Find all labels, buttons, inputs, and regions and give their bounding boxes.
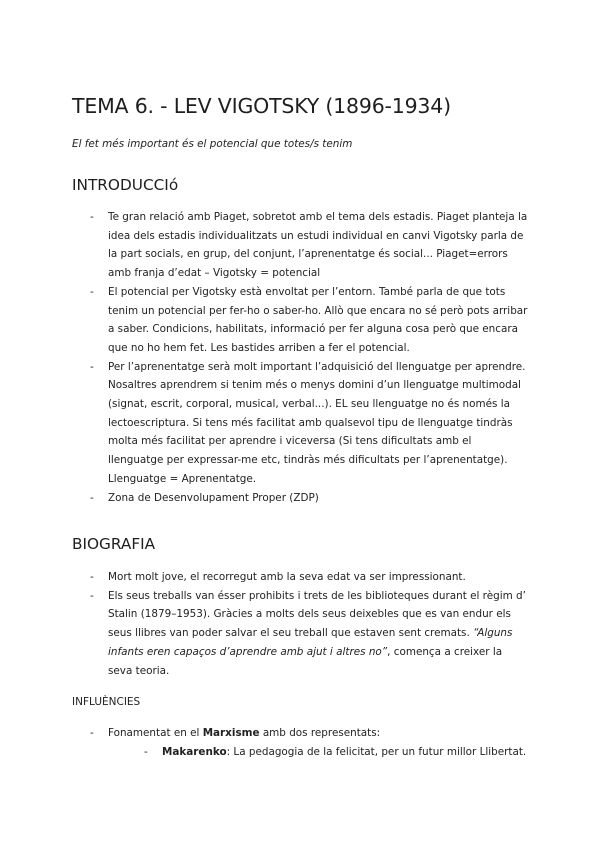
- list-item-text: Fonamentat en el: [108, 727, 203, 739]
- list-dash: -: [144, 745, 148, 758]
- list-item: [90, 724, 528, 761]
- list-dash: -: [90, 360, 94, 373]
- heading-biography: BIOGRAFIA: [72, 535, 156, 553]
- sub-list-item-text: : La pedagogia de la felicitat, per un futur millor Llibertat.: [226, 745, 527, 758]
- list-dash: -: [90, 727, 94, 739]
- list-item-text-end: , comença a creixer la seva teoria.: [108, 645, 503, 677]
- list-item: [90, 358, 528, 489]
- list-item-text: Te gran relació amb Piaget, sobretot amb el tema dels estadis. Piaget planteja la idea dels estadis individualitzats un estudi individual en canvi Vigotsky parla de la part socials, en grup, del conjunt, l’aprenentatge és social... Piaget=errors amb franja d’edat – Vigotsky = potencial: [108, 211, 528, 280]
- list-dash: -: [90, 571, 94, 583]
- quote-text: “Alguns infants eren capaços d’aprendre amb ajut i altres no”: [108, 627, 513, 658]
- list-dash: -: [90, 589, 94, 602]
- page-subtitle: El fet més important és el potencial que totes/s tenim: [72, 138, 353, 150]
- list-item-text-end: amb dos representats:: [259, 727, 381, 739]
- list-dash: -: [90, 491, 94, 504]
- heading-introduction: INTRODUCCIó: [72, 176, 179, 194]
- list-item: [90, 568, 528, 587]
- list-item: [90, 283, 528, 358]
- list-item-text: Per l’aprenentatge serà molt important l’adquisició del llenguatge per aprendre. Nosaltres aprendrem si tenim més o menys domini d’un llenguatge multimodal (signat, escrit, corporal, musical, verbal...). EL seu llenguatge no és només la lectoescriptura. Si tens més facilitat amb qualsevol tipu de llenguatge tindràs molta més facilitat per aprendre i viceversa (Si tens dificultats amb el llenguatge per expressar-me etc, tindràs més dificultats per l’aprenentatge). Llenguatge = Aprenentatge.: [108, 360, 526, 485]
- page-title: TEMA 6. - LEV VIGOTSKY (1896-1934): [72, 94, 451, 118]
- list-item: [90, 208, 528, 283]
- sub-list-item: [144, 743, 528, 762]
- list-dash: -: [90, 211, 94, 223]
- list-item-text: Els seus treballs van ésser prohibits i trets de les biblioteques durant el règim d’ Stalin (1879–1953). Gràcies a molts dels seus deixebles que es van endur els seus llibres van poder salvar el seu treball que estaven sent cremats.: [108, 589, 526, 640]
- biography-list: [90, 568, 528, 680]
- list-item-text: Mort molt jove, el recorregut amb la seva edat va ser impressionant.: [108, 571, 466, 583]
- bold-term-marxisme: Marxisme: [202, 727, 260, 739]
- list-item: [90, 489, 528, 508]
- sub-list: [108, 743, 528, 762]
- influences-list: [90, 724, 528, 761]
- bold-term-makarenko: Makarenko: [162, 745, 227, 758]
- list-item-text: El potencial per Vigotsky està envoltat per l’entorn. També parla de que tots tenim un potencial per fer-ho o saber-ho. Allò que encara no sé però pots arribar a saber. Condicions, habilitats, informació per fer alguna cosa però que encara que no ho hem fet. Les bastides arriben a fer el potencial.: [108, 285, 528, 354]
- list-item-text: Zona de Desenvolupament Proper (ZDP): [108, 491, 319, 504]
- list-dash: -: [90, 285, 94, 298]
- list-item: [90, 587, 528, 681]
- heading-influences: INFLUÈNCIES: [72, 696, 141, 708]
- intro-list: [90, 208, 528, 507]
